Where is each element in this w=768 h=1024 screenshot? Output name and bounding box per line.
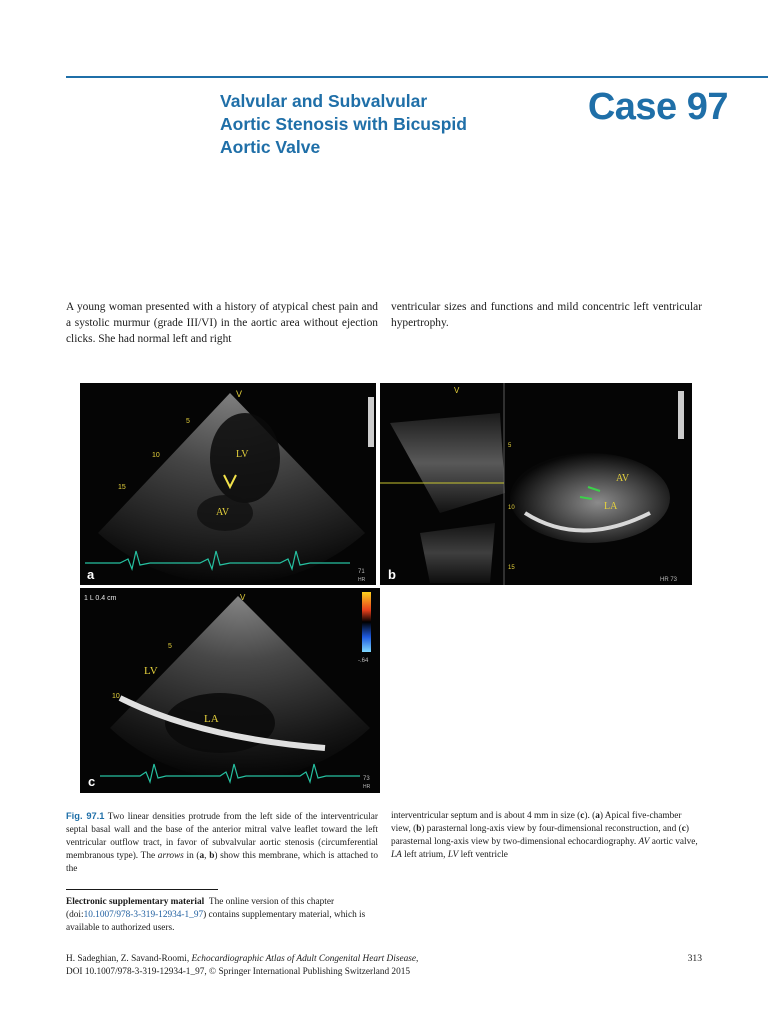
caption-text: ) parasternal long-axis view by two-dimensional echocardiography. (391, 824, 689, 847)
caption-text: left atrium, (401, 850, 448, 860)
panel-c-hr-value: 73 (363, 776, 370, 782)
echo-image-c (80, 588, 380, 793)
caption-panel-ref: c (580, 811, 585, 821)
case-number: Case 97 (587, 86, 728, 128)
caption-panel-ref: a (199, 851, 205, 861)
caption-text: ). ( (584, 811, 596, 821)
supplementary-note-heading: Electronic supplementary material (66, 897, 205, 907)
panel-b-label-la: LA (604, 501, 618, 512)
supplementary-note-text: ) contains supplementary material, which is available to authorized users. (66, 910, 366, 933)
panel-a-hr-unit: HR (358, 577, 366, 583)
intro-text-right: ventricular sizes and functions and mild concentric left ventricular hypertrophy. (391, 301, 702, 329)
echo-image-b (380, 383, 692, 585)
panel-c-scale-bottom: -.64 (358, 658, 369, 664)
caption-abbr: LV (447, 850, 459, 860)
panel-b-top-mark: V (454, 386, 460, 395)
caption-text: ) parasternal long-axis view by four-dimensional reconstruction, and ( (421, 824, 682, 834)
chapter-title (220, 90, 540, 159)
panel-a-label-av: AV (216, 507, 230, 518)
panel-b-letter: b (388, 567, 396, 582)
figure-caption-left (66, 810, 378, 876)
caption-abbr: LA (391, 850, 402, 860)
panel-c-measure: 1 L 0.4 cm (84, 595, 117, 602)
panel-b-hr: HR 73 (660, 577, 678, 583)
figure-caption-right (391, 810, 702, 862)
panel-a-top-mark: V (236, 389, 243, 399)
caption-text: ) Apical five-chamber view, ( (391, 811, 682, 834)
panel-b-label-av: AV (616, 473, 630, 484)
panel-a-label-lv: LV (236, 449, 249, 460)
footer-book-title: Echocardiographic Atlas of Adult Congenital Heart Disease (191, 954, 416, 964)
caption-text: in ( (186, 851, 200, 861)
figure-panel-c (80, 588, 380, 793)
panel-c-letter: c (88, 774, 96, 789)
figure-panel-b (380, 383, 692, 585)
footer-doi-line: DOI 10.1007/978-3-319-12934-1_97, © Springer International Publishing Switzerland 2015 (66, 967, 411, 977)
page-number: 313 (687, 953, 702, 964)
caption-text: left ventricle (458, 850, 508, 860)
panel-c-depth-10: 10 (112, 693, 120, 700)
panel-b-depth-5: 5 (508, 443, 512, 449)
caption-panel-ref: a (595, 811, 600, 821)
caption-panel-ref: b (209, 851, 215, 861)
panel-a-depth-5: 5 (186, 418, 190, 425)
echo-image-a (80, 383, 376, 585)
caption-panel-ref: b (416, 824, 422, 834)
supplementary-note-text: The online version of this chapter (doi: (66, 897, 335, 920)
chapter-title-line-1: Valvular and Subvalvular (220, 91, 428, 111)
caption-text: aortic valve, (649, 837, 698, 847)
panel-a-depth-15: 15 (118, 484, 126, 491)
chapter-title-line-3: Aortic Valve (220, 137, 321, 157)
citation-footer (66, 953, 702, 979)
panel-a-depth-10: 10 (152, 452, 160, 459)
footer-text: , (416, 954, 419, 964)
panel-a-letter: a (87, 567, 95, 582)
caption-text: ) show this membrane, which is attached to the (66, 851, 378, 874)
intro-text-left: A young woman presented with a history of atypical chest pain and a systolic murmur (grade III/VI) in the aortic area without ejection clicks. She had normal left and right (66, 301, 378, 345)
doi-link[interactable]: 10.1007/978-3-319-12934-1_97 (83, 910, 204, 920)
supplementary-note (66, 896, 378, 935)
header-rule (66, 76, 768, 78)
caption-text: Two linear densities protrude from the left side of the interventricular septal basal wall and the base of the anterior mitral valve leaflet toward the left ventricular outflow tract, in favor of subvalvular aortic stenosis (circumferential membranous type). The (66, 812, 378, 861)
caption-abbr: AV (638, 837, 650, 847)
panel-c-hr-unit: HR (363, 784, 371, 790)
chapter-title-line-2: Aortic Stenosis with Bicuspid (220, 114, 467, 134)
panel-b-depth-15: 15 (508, 565, 515, 571)
figure-panel-a (80, 383, 376, 585)
footer-authors: H. Sadeghian, Z. Savand-Roomi, (66, 954, 192, 964)
caption-text: , (204, 851, 210, 861)
panel-a-hr-value: 71 (358, 569, 365, 575)
caption-text: interventricular septum and is about 4 mm in size ( (391, 811, 581, 821)
panel-b-depth-10: 10 (508, 505, 515, 511)
caption-italic: arrows (157, 851, 184, 861)
panel-c-label-lv: LV (144, 665, 158, 677)
footnote-rule (66, 889, 218, 890)
panel-c-depth-5: 5 (168, 643, 172, 650)
panel-c-label-la: LA (204, 713, 219, 725)
panel-c-top-mark: V (240, 593, 246, 602)
caption-panel-ref: c (681, 824, 686, 834)
figure-label: Fig. 97.1 (66, 811, 105, 821)
